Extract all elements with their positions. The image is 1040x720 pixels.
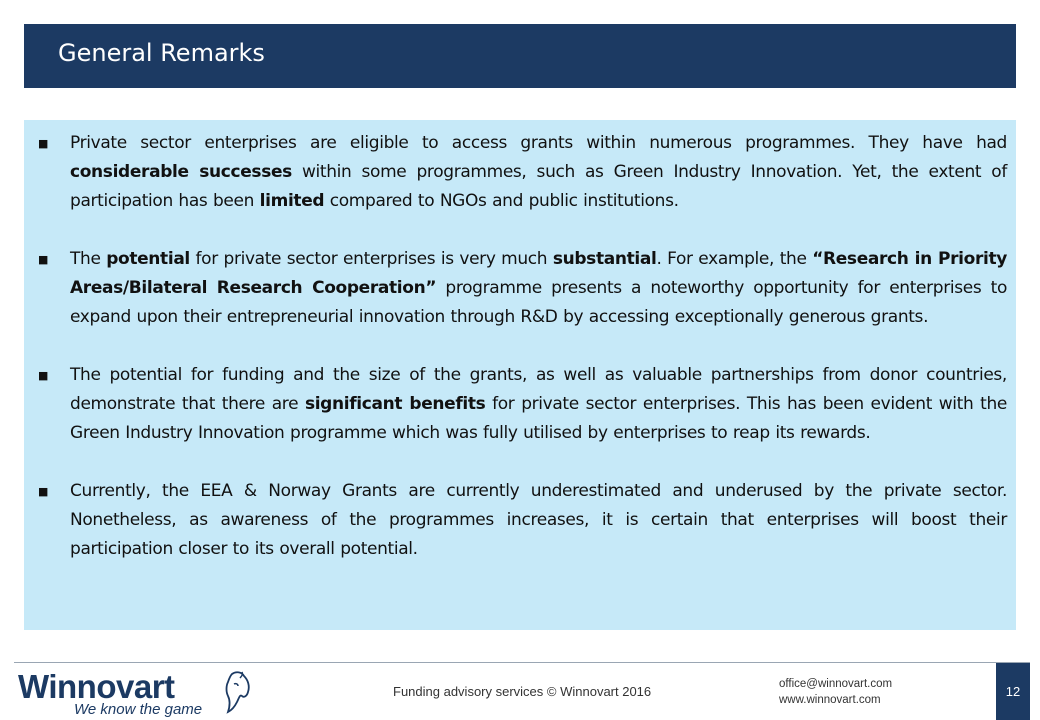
emphasis-text: considerable successes: [70, 162, 292, 182]
bullet-marker: ■: [38, 137, 49, 150]
bullet-marker: ■: [38, 253, 49, 266]
bullet-text: [70, 477, 1007, 564]
emphasis-text: substantial: [552, 249, 657, 269]
bullet-item: [24, 361, 1007, 448]
emphasis-text: potential: [106, 249, 190, 269]
page-number: 12: [996, 663, 1030, 720]
bullet-marker: ■: [38, 485, 49, 498]
body-text: within some programmes, such as Green Industry Innovation. Yet, the extent of participation has been: [70, 162, 1007, 211]
footer-email[interactable]: office@winnovart.com: [779, 678, 893, 690]
logo-tagline: We know the game: [74, 701, 203, 718]
title-bar: [24, 24, 1016, 88]
emphasis-text: “Research in Priority Areas/Bilateral Research Cooperation”: [70, 249, 1008, 298]
bullet-text: [70, 245, 1007, 332]
body-text: Currently, the EEA & Norway Grants are currently underestimated and underused by the private sector. Nonetheless, as awareness of the programmes increases, it is certain that enterprises will boost their participation closer to its overall potential.: [70, 481, 1007, 559]
body-text: for private sector enterprises. This has been evident with the Green Industry Innovation programme which was fully utilised by enterprises to reap its rewards.: [70, 394, 1007, 443]
footer-website[interactable]: www.winnovart.com: [779, 694, 881, 706]
body-text: programme presents a noteworthy opportunity for enterprises to expand upon their entrepreneurial innovation through R&D by accessing exceptionally generous grants.: [70, 278, 1007, 327]
body-text: for private sector enterprises is very much: [189, 249, 553, 269]
bullet-text: [70, 361, 1007, 448]
footer-contact: [779, 676, 892, 708]
bullet-item: [24, 245, 1007, 332]
horse-head-icon: [222, 670, 252, 714]
body-text: The potential for funding and the size of the grants, as well as valuable partnerships from donor countries, demonstrate that there are: [70, 365, 1007, 414]
emphasis-text: significant benefits: [304, 394, 486, 414]
logo-wordmark: Winnovart: [18, 668, 175, 705]
emphasis-text: limited: [259, 191, 325, 211]
body-text: compared to NGOs and public institutions.: [324, 191, 679, 211]
winnovart-logo[interactable]: [18, 668, 258, 718]
bullet-marker: ■: [38, 369, 49, 382]
page-title: General Remarks: [58, 39, 265, 67]
bullet-item: [24, 477, 1007, 564]
body-text: . For example, the: [656, 249, 813, 269]
body-text: Private sector enterprises are eligible to access grants within numerous programmes. They have had: [70, 133, 1007, 153]
footer-divider: [14, 662, 1030, 663]
body-text: The: [70, 249, 107, 269]
bullet-text: [70, 129, 1007, 216]
content-box: [24, 120, 1016, 630]
footer-copyright: Funding advisory services © Winnovart 2016: [393, 684, 652, 699]
bullet-item: [24, 129, 1007, 216]
